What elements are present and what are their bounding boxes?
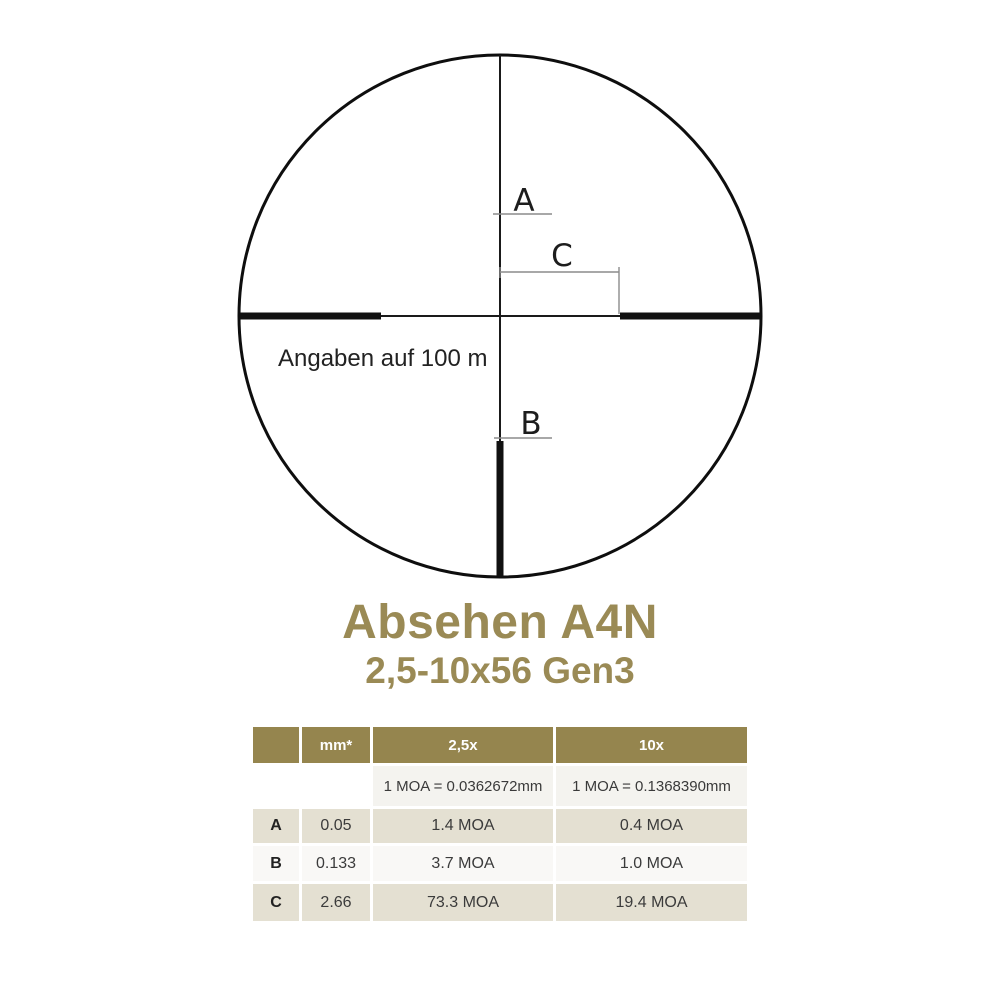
moa-conversion-10x: 1 MOA = 0.1368390mm: [556, 766, 747, 806]
row-a-2-5x: 1.4 MOA: [373, 809, 553, 843]
row-b-label: B: [253, 846, 299, 881]
table-header-blank: [253, 727, 299, 763]
moa-row-blank-1: [253, 766, 299, 806]
row-b-2-5x: 3.7 MOA: [373, 846, 553, 881]
row-b-10x: 1.0 MOA: [556, 846, 747, 881]
distance-note: Angaben auf 100 m: [278, 345, 488, 372]
row-a-10x: 0.4 MOA: [556, 809, 747, 843]
row-c-label: C: [253, 884, 299, 921]
table-header-mm: mm*: [302, 727, 370, 763]
page-subtitle: 2,5-10x56 Gen3: [365, 650, 635, 691]
row-a-label: A: [253, 809, 299, 843]
row-c-2-5x: 73.3 MOA: [373, 884, 553, 921]
row-c-mm: 2.66: [302, 884, 370, 921]
dimension-label-b: B: [520, 406, 542, 442]
table-header-10x: 10x: [556, 727, 747, 763]
row-b-mm: 0.133: [302, 846, 370, 881]
dimension-label-a: A: [513, 183, 535, 219]
row-c-10x: 19.4 MOA: [556, 884, 747, 921]
table-header-2-5x: 2,5x: [373, 727, 553, 763]
moa-conversion-2-5x: 1 MOA = 0.0362672mm: [373, 766, 553, 806]
spec-table: [253, 727, 747, 921]
row-a-mm: 0.05: [302, 809, 370, 843]
moa-row-blank-2: [302, 766, 370, 806]
page-title: Absehen A4N: [342, 596, 658, 649]
dimension-label-c: C: [551, 238, 573, 274]
